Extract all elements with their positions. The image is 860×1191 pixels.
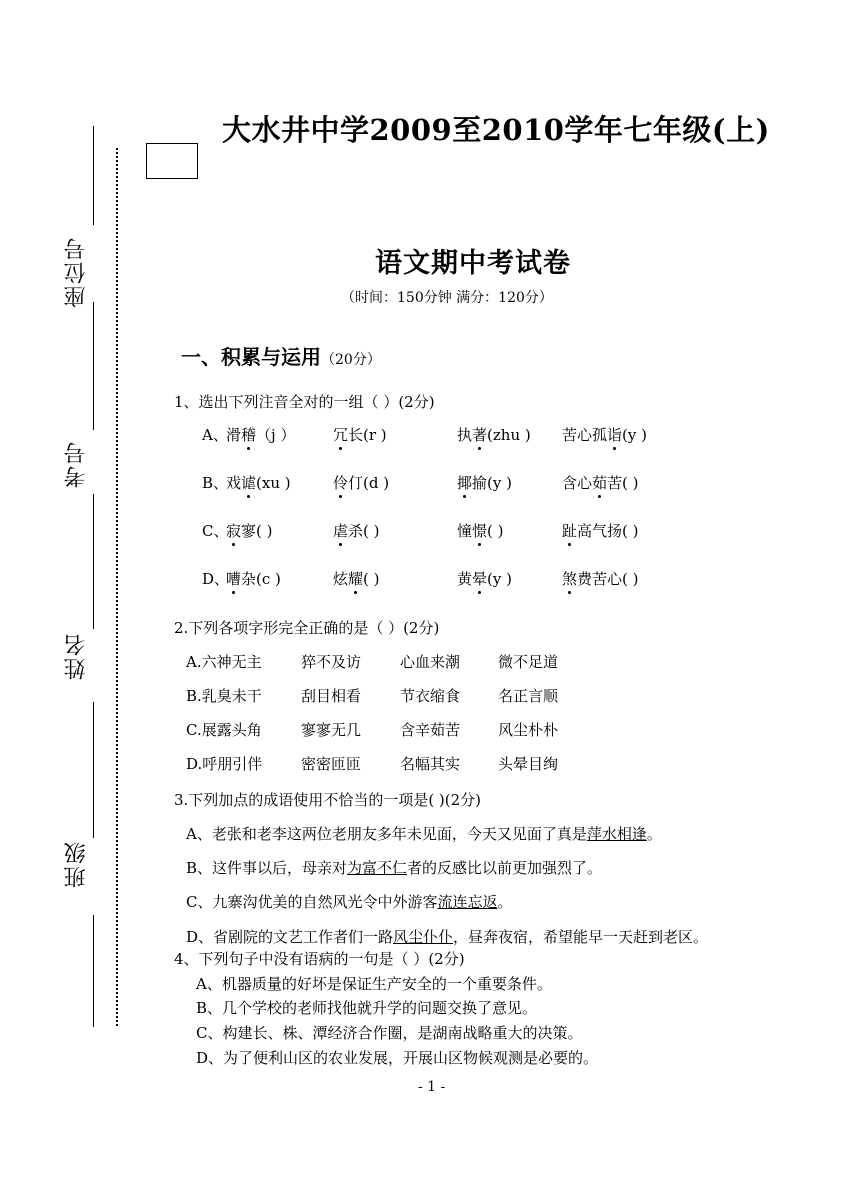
option-text: 。 — [497, 893, 513, 911]
q1-term — [457, 472, 512, 493]
term-text: 寥( ) — [241, 522, 273, 540]
term-text: 高气扬( ) — [577, 522, 639, 540]
option-text: A、老张和老李这两位老朋友多年未见面，今天又见面了真是 — [186, 825, 587, 843]
q1-option-label: B、 — [202, 474, 229, 492]
emphasized-char: 揶 — [457, 474, 473, 492]
q1-term — [333, 472, 389, 493]
option-text: C、九寨沟优美的自然风光令中外游客 — [186, 893, 438, 911]
emphasized-char: 嘈 — [226, 570, 242, 588]
q2-word: 微不足道 — [498, 653, 559, 671]
q1-term — [562, 424, 647, 445]
bottom-line — [93, 915, 94, 1027]
section-score: （20分） — [321, 352, 381, 368]
q1-term — [333, 424, 387, 445]
q1-option-label: A、 — [202, 426, 228, 444]
term-text: ( ) — [363, 570, 380, 588]
q2-word: 风尘朴朴 — [498, 721, 559, 739]
emphasized-char: 趾 — [562, 522, 578, 540]
q3-option — [186, 926, 708, 947]
term-text: 杂(c ) — [241, 570, 281, 588]
q1-term — [333, 568, 380, 589]
q2-word: 寥寥无几 — [301, 721, 362, 739]
emphasized-char: 伶 — [333, 474, 349, 492]
q2-word: 刮目相看 — [301, 687, 362, 705]
q2-word: D.呼朋引伴 — [186, 755, 263, 773]
q2-word: 猝不及访 — [301, 653, 362, 671]
term-text: 揄(y ) — [472, 474, 512, 492]
emphasized-char: 诣 — [607, 426, 623, 444]
term-text: 憧 — [457, 522, 473, 540]
section-heading — [181, 341, 381, 370]
q1-term — [226, 472, 291, 493]
term-text: 苦( ) — [607, 474, 639, 492]
emphasized-char: 稽 — [241, 426, 257, 444]
emphasized-char: 煞 — [562, 570, 578, 588]
q2-word: 心血来潮 — [400, 653, 461, 671]
term-text: 执 — [457, 426, 473, 444]
name-line — [93, 494, 94, 629]
term-text: (y ) — [622, 426, 647, 444]
emphasized-char: 耀 — [348, 570, 364, 588]
option-text: 者的反感比以前更加强烈了。 — [407, 859, 603, 877]
option-text: B、这件事以后，母亲对 — [186, 859, 348, 877]
q1-term — [457, 424, 531, 445]
emphasized-char: 著 — [472, 426, 488, 444]
page-number: - 1 - — [418, 1079, 446, 1095]
q1-term — [562, 520, 639, 541]
q2-stem: 2.下列各项字形完全正确的是（ ）(2分) — [174, 619, 440, 637]
underlined-idiom: 流连忘返 — [437, 893, 498, 911]
q1-term — [226, 568, 281, 589]
term-text: (zhu ) — [487, 426, 531, 444]
q1-option-label: D、 — [202, 570, 230, 588]
term-text: 长(r ) — [348, 426, 387, 444]
page-subtitle: 语文期中考试卷 — [375, 248, 571, 279]
q1-term — [562, 472, 639, 493]
q2-word: A.六神无主 — [186, 653, 262, 671]
q4-option: C、构建长、株、潭经济合作圈，是湖南战略重大的决策。 — [196, 1024, 583, 1042]
q1-term — [457, 520, 504, 541]
term-text: 滑 — [226, 426, 242, 444]
underlined-idiom: 萍水相逢 — [586, 825, 647, 843]
q2-word: 含辛茹苦 — [400, 721, 461, 739]
term-text: 含心 — [562, 474, 593, 492]
q2-word: B.乳臭未干 — [186, 687, 262, 705]
emphasized-char: 谑 — [241, 474, 257, 492]
emphasized-char: 虐 — [333, 522, 349, 540]
term-text: 杀( ) — [348, 522, 380, 540]
exam-no-label: 考号 — [64, 440, 89, 488]
q4-option: A、机器质量的好坏是保证生产安全的一个重要条件。 — [196, 975, 552, 993]
class-line — [93, 702, 94, 838]
q1-option-label: C、 — [202, 522, 229, 540]
seat-label: 座位号 — [64, 236, 89, 308]
term-text: （j ） — [256, 426, 296, 444]
q3-option — [186, 891, 513, 912]
q2-word: 名幅其实 — [400, 755, 461, 773]
q1-stem: 1、选出下列注音全对的一组（ ）(2分) — [174, 393, 435, 411]
q2-word: C.展露头角 — [186, 721, 262, 739]
emphasized-char: 晕 — [472, 570, 488, 588]
term-text: 苦心孤 — [562, 426, 608, 444]
q2-word: 节衣缩食 — [400, 687, 461, 705]
emphasized-char: 憬 — [472, 522, 488, 540]
page-title: 大水井中学2009至2010学年七年级(上) — [222, 113, 770, 147]
term-text: 炫 — [333, 570, 349, 588]
q2-word: 头晕目绚 — [498, 755, 559, 773]
term-text: ( ) — [487, 522, 504, 540]
emphasized-char: 茹 — [592, 474, 608, 492]
class-label: 班级 — [64, 840, 89, 888]
cut-line — [116, 148, 118, 1026]
q1-term — [333, 520, 380, 541]
q1-term — [562, 568, 639, 589]
q1-term — [226, 424, 295, 445]
q2-word: 密密匝匝 — [301, 755, 362, 773]
emphasized-char: 寂 — [226, 522, 242, 540]
section-title: 一、积累与运用 — [181, 345, 321, 369]
option-text: 。 — [646, 825, 662, 843]
term-text: 黄 — [457, 570, 473, 588]
term-text: (xu ) — [256, 474, 291, 492]
term-text: 戏 — [226, 474, 242, 492]
q1-term — [226, 520, 273, 541]
seat-line — [93, 126, 94, 225]
q4-stem: 4、下列句子中没有语病的一句是（ ）(2分) — [174, 950, 465, 968]
q2-word: 名正言顺 — [498, 687, 559, 705]
q3-option — [186, 823, 662, 844]
exam-info: （时间：150分钟 满分：120分） — [341, 290, 553, 306]
name-label: 姓名 — [64, 632, 89, 680]
q3-stem: 3.下列加点的成语使用不恰当的一项是( )(2分) — [174, 791, 482, 809]
term-text: 费苦心( ) — [577, 570, 639, 588]
q4-option: B、几个学校的老师找他就升学的问题交换了意见。 — [196, 999, 538, 1017]
underlined-idiom: 风尘仆仆 — [393, 928, 454, 946]
q1-term — [457, 568, 512, 589]
term-text: 仃(d ) — [348, 474, 390, 492]
term-text: (y ) — [487, 570, 512, 588]
option-text: D、省剧院的文艺工作者们一路 — [186, 928, 394, 946]
score-box — [146, 143, 198, 179]
underlined-idiom: 为富不仁 — [347, 859, 408, 877]
emphasized-char: 冗 — [333, 426, 349, 444]
q4-option: D、为了便利山区的农业发展，开展山区物候观测是必要的。 — [196, 1049, 599, 1067]
q3-option — [186, 857, 602, 878]
option-text: ，昼奔夜宿，希望能早一天赶到老区。 — [453, 928, 709, 946]
exam-no-line — [93, 302, 94, 430]
